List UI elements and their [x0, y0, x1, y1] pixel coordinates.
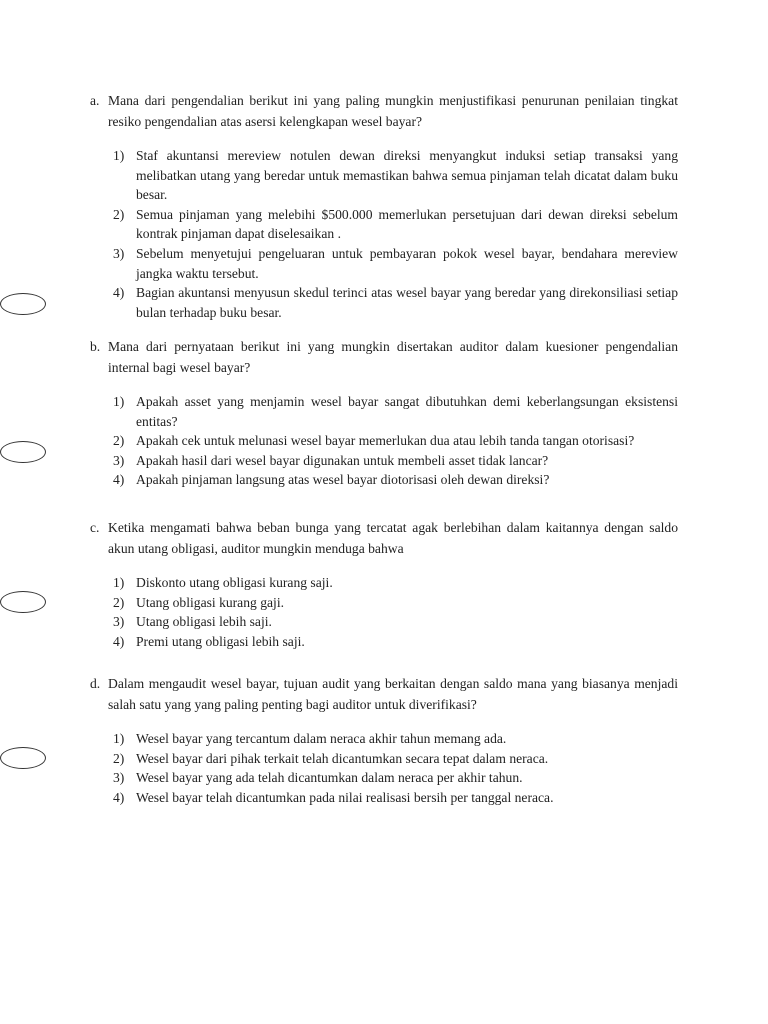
option-text: Sebelum menyetujui pengeluaran untuk pembayaran pokok wesel bayar, bendahara mereview jangka waktu tersebut.: [136, 245, 678, 281]
option-text: Apakah hasil dari wesel bayar digunakan untuk membeli asset tidak lancar?: [136, 452, 549, 468]
question-stem: Ketika mengamati bahwa beban bunga yang tercatat agak berlebihan dalam kaitannya dengan saldo akun utang obligasi, auditor mungkin menduga bahwa: [108, 520, 678, 556]
option-text: Apakah pinjaman langsung atas wesel bayar diotorisasi oleh dewan direksi?: [136, 472, 550, 488]
option-text: Bagian akuntansi menyusun skedul terinci atas wesel bayar yang beredar yang direkonsiliasi setiap bulan terhadap buku besar.: [136, 285, 678, 320]
option-text: Wesel bayar yang ada telah dicantumkan dalam neraca per akhir tahun.: [136, 770, 523, 786]
option-number: 1): [113, 394, 125, 409]
option-text: Wesel bayar telah dicantumkan pada nilai realisasi bersih per tanggal neraca.: [136, 789, 554, 805]
question-c: [90, 517, 678, 651]
question-label: b.: [90, 339, 101, 354]
answer-circle-mark: [0, 591, 46, 613]
option-4: [90, 283, 678, 322]
question-d: [90, 673, 678, 807]
option-number: 4): [113, 472, 125, 488]
answer-circle-mark: [0, 441, 46, 463]
option-number: 1): [113, 731, 125, 746]
option-number: 2): [113, 433, 125, 449]
question-label: c.: [90, 520, 100, 535]
option-2: [90, 205, 678, 244]
option-text: Wesel bayar yang tercantum dalam neraca akhir tahun memang ada.: [136, 731, 507, 746]
option-4: [90, 632, 678, 652]
option-text: Utang obligasi kurang gaji.: [136, 594, 284, 610]
option-number: 1): [113, 148, 125, 163]
option-number: 4): [113, 633, 125, 649]
option-number: 3): [113, 452, 125, 468]
option-number: 3): [113, 770, 125, 786]
option-3: [90, 451, 678, 471]
question-label: d.: [90, 676, 101, 691]
option-text: Staf akuntansi mereview notulen dewan direksi menyangkut induksi setiap transaksi yang melibatkan utang yang beredar untuk memastikan bahwa semua pinjaman telah dicatat dalam buku besar.: [136, 148, 678, 203]
option-number: 2): [113, 206, 125, 222]
option-text: Semua pinjaman yang melebihi $500.000 memerlukan persetujuan dari dewan direksi sebelum kontrak pinjaman dapat diselesaikan .: [136, 206, 678, 242]
answer-circle-mark: [0, 747, 46, 769]
option-text: Wesel bayar dari pihak terkait telah dicantumkan secara tepat dalam neraca.: [136, 750, 549, 766]
option-3: [90, 244, 678, 283]
question-b: [90, 336, 678, 490]
option-number: 3): [113, 614, 125, 630]
option-number: 1): [113, 575, 125, 590]
option-2: [90, 431, 678, 451]
answer-circle-mark: [0, 293, 46, 315]
option-3: [90, 768, 678, 788]
option-1: [90, 729, 678, 749]
option-number: 3): [113, 245, 125, 261]
question-stem: Dalam mengaudit wesel bayar, tujuan audit yang berkaitan dengan saldo mana yang biasanya menjadi salah satu yang yang paling penting bagi auditor untuk diverifikasi?: [108, 676, 678, 712]
question-label: a.: [90, 93, 100, 108]
option-2: [90, 593, 678, 613]
question-stem: Mana dari pernyataan berikut ini yang mungkin disertakan auditor dalam kuesioner pengendalian internal bagi wesel bayar?: [108, 339, 678, 375]
option-4: [90, 470, 678, 490]
option-text: Premi utang obligasi lebih saji.: [136, 633, 305, 649]
question-a: [90, 90, 678, 322]
option-number: 2): [113, 750, 125, 766]
option-text: Apakah asset yang menjamin wesel bayar sangat dibutuhkan demi keberlangsungan eksistensi entitas?: [136, 394, 678, 429]
option-1: [90, 573, 678, 593]
option-3: [90, 612, 678, 632]
option-4: [90, 788, 678, 808]
option-1: [90, 146, 678, 205]
option-number: 4): [113, 789, 125, 805]
option-text: Diskonto utang obligasi kurang saji.: [136, 575, 333, 590]
option-2: [90, 749, 678, 769]
option-number: 4): [113, 285, 125, 301]
option-text: Utang obligasi lebih saji.: [136, 614, 272, 630]
option-number: 2): [113, 594, 125, 610]
question-stem: Mana dari pengendalian berikut ini yang paling mungkin menjustifikasi penurunan penilaian tingkat resiko pengendalian atas asersi kelengkapan wesel bayar?: [108, 93, 678, 129]
option-text: Apakah cek untuk melunasi wesel bayar memerlukan dua atau lebih tanda tangan otorisasi?: [136, 433, 635, 449]
option-1: [90, 392, 678, 431]
